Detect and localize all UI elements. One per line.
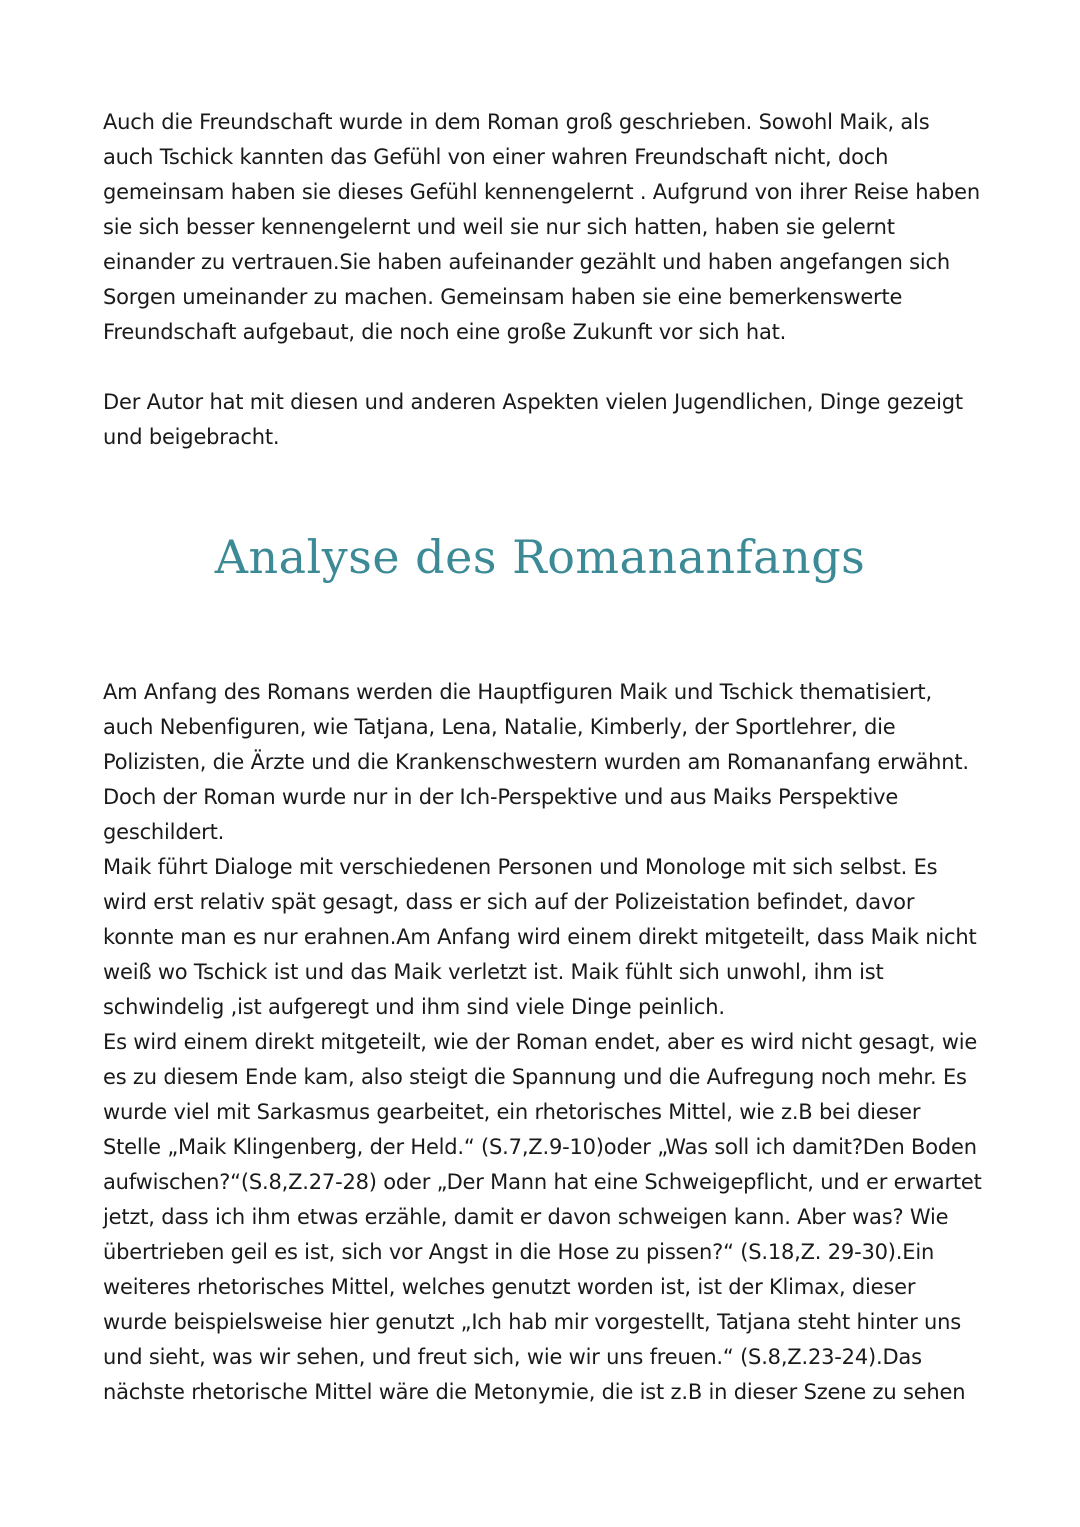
author-paragraph: Der Autor hat mit diesen und anderen Aspekten vielen Jugendlichen, Dinge gezeigt und beigebracht. — [103, 390, 963, 449]
analysis-body — [103, 675, 983, 1410]
section-heading: Analyse des Romananfangs — [214, 530, 866, 584]
analysis-paragraph-rhetoric: Es wird einem direkt mitgeteilt, wie der Roman endet, aber es wird nicht gesagt, wie es zu diesem Ende kam, also steigt die Spannung und die Aufregung noch mehr. Es wurde viel mit Sarkasmus gearbeitet, ein rhetorisches Mittel, wie z.B bei dieser Stelle „Maik Klingenberg, der Held.“ (S.7,Z.9-10)oder „Was soll ich damit?Den Boden aufwischen?“(S.8,Z.27-28) oder „Der Mann hat eine Schweigepflicht, und er erwartet jetzt, dass ich ihm etwas erzähle, damit er davon schweigen kann. Aber was? Wie übertrieben geil es ist, sich vor Angst in die Hose zu pissen?“ (S.18,Z. 29-30).Ein weiteres rhetorisches Mittel, welches genutzt worden ist, ist der Klimax, dieser wurde beispielsweise hier genutzt „Ich hab mir vorgestellt, Tatjana steht hinter uns und sieht, was wir sehen, und freut sich, wie wir uns freuen.“ (S.8,Z.23-24).Das nächste rhetorische Mittel wäre die Metonymie, die ist z.B in dieser Szene zu sehen — [103, 1030, 982, 1404]
analysis-paragraph-perspective: Doch der Roman wurde nur in der Ich-Perspektive und aus Maiks Perspektive geschildert. — [103, 785, 899, 844]
analysis-paragraph-figures: Am Anfang des Romans werden die Hauptfiguren Maik und Tschick thematisiert, auch Nebenfiguren, wie Tatjana, Lena, Natalie, Kimberly, der Sportlehrer, die Polizisten, die Ärzte und die Krankenschwestern wurden am Romananfang erwähnt. — [103, 680, 969, 774]
friendship-paragraph: Auch die Freundschaft wurde in dem Roman groß geschrieben. Sowohl Maik, als auch Tschick kannten das Gefühl von einer wahren Freundschaft nicht, doch gemeinsam haben sie dieses Gefühl kennengelernt . Aufgrund von ihrer Reise haben sie sich besser kennengelernt und weil sie nur sich hatten, haben sie gelernt einander zu vertrauen.Sie haben aufeinander gezählt und haben angefangen sich Sorgen umeinander zu machen. Gemeinsam haben sie eine bemerkenswerte Freundschaft aufgebaut, die noch eine große Zukunft vor sich hat. — [103, 110, 980, 344]
analysis-paragraph-dialogues: Maik führt Dialoge mit verschiedenen Personen und Monologe mit sich selbst. Es wird erst relativ spät gesagt, dass er sich auf der Polizeistation befindet, davor konnte man es nur erahnen.Am Anfang wird einem direkt mitgeteilt, dass Maik nicht weiß wo Tschick ist und das Maik verletzt ist. Maik fühlt sich unwohl, ihm ist schwindelig ,ist aufgeregt und ihm sind viele Dinge peinlich. — [103, 855, 977, 1019]
